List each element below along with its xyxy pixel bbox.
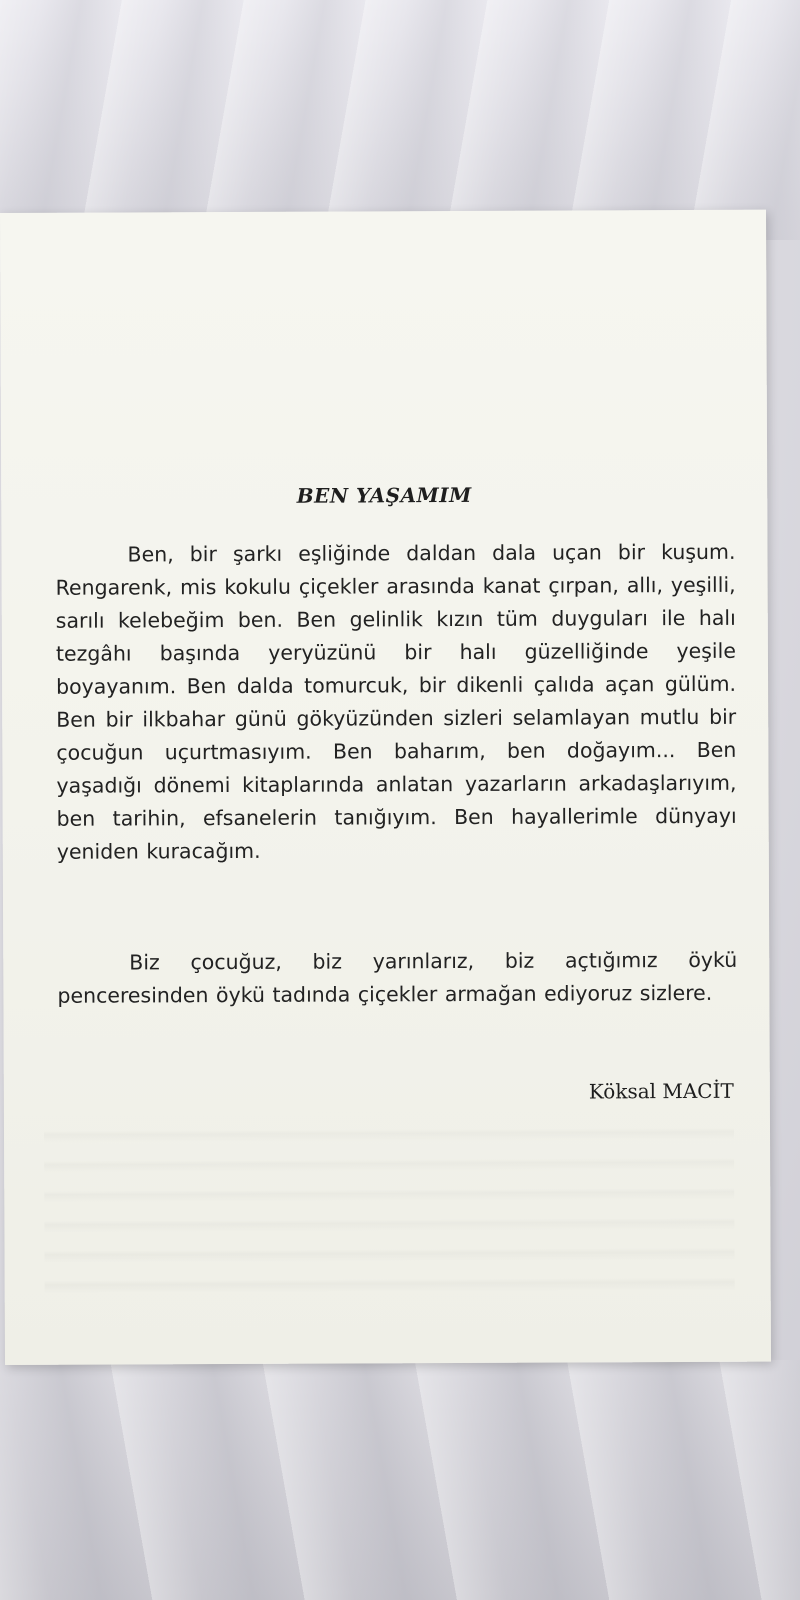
page-title: BEN YAŞAMIM [296, 482, 472, 508]
author-signature: Köksal MACİT [588, 1078, 734, 1104]
paragraph-1: Ben, bir şarkı eşliğinde daldan dala uçan bir kuşum. Rengarenk, mis kokulu çiçekler arasında kanat çırpan, allı, yeşilli, sarılı kelebeğim ben. Ben gelinlik kızın tüm duyguları ile halı tezgâhı başında yeryüzünü bir halı güzelliğinde yeşile boyayanım. Ben dalda tomurcuk, bir dikenli çalıda açan gülüm. Ben bir ilkbahar günü gökyüzünden sizleri selamlayan mutlu bir çocuğun uçurtmasıyım. Ben baharım, ben doğayım... Ben yaşadığı dönemi kitaplarında anlatan yazarların arkadaşlarıyım, ben tarihin, efsanelerin tanığıyım. Ben hayallerimle dünyayı yeniden kuracağım. [55, 539, 737, 864]
background-cloth-top [0, 0, 800, 240]
page-bleed-through [44, 1110, 735, 1293]
paragraph-2: Biz çocuğuz, biz yarınlarız, biz açtığımız öykü penceresinden öykü tadında çiçekler armağan ediyoruz sizlere. [57, 947, 738, 1008]
background-cloth-bottom [0, 1360, 800, 1600]
book-page [0, 210, 771, 1365]
